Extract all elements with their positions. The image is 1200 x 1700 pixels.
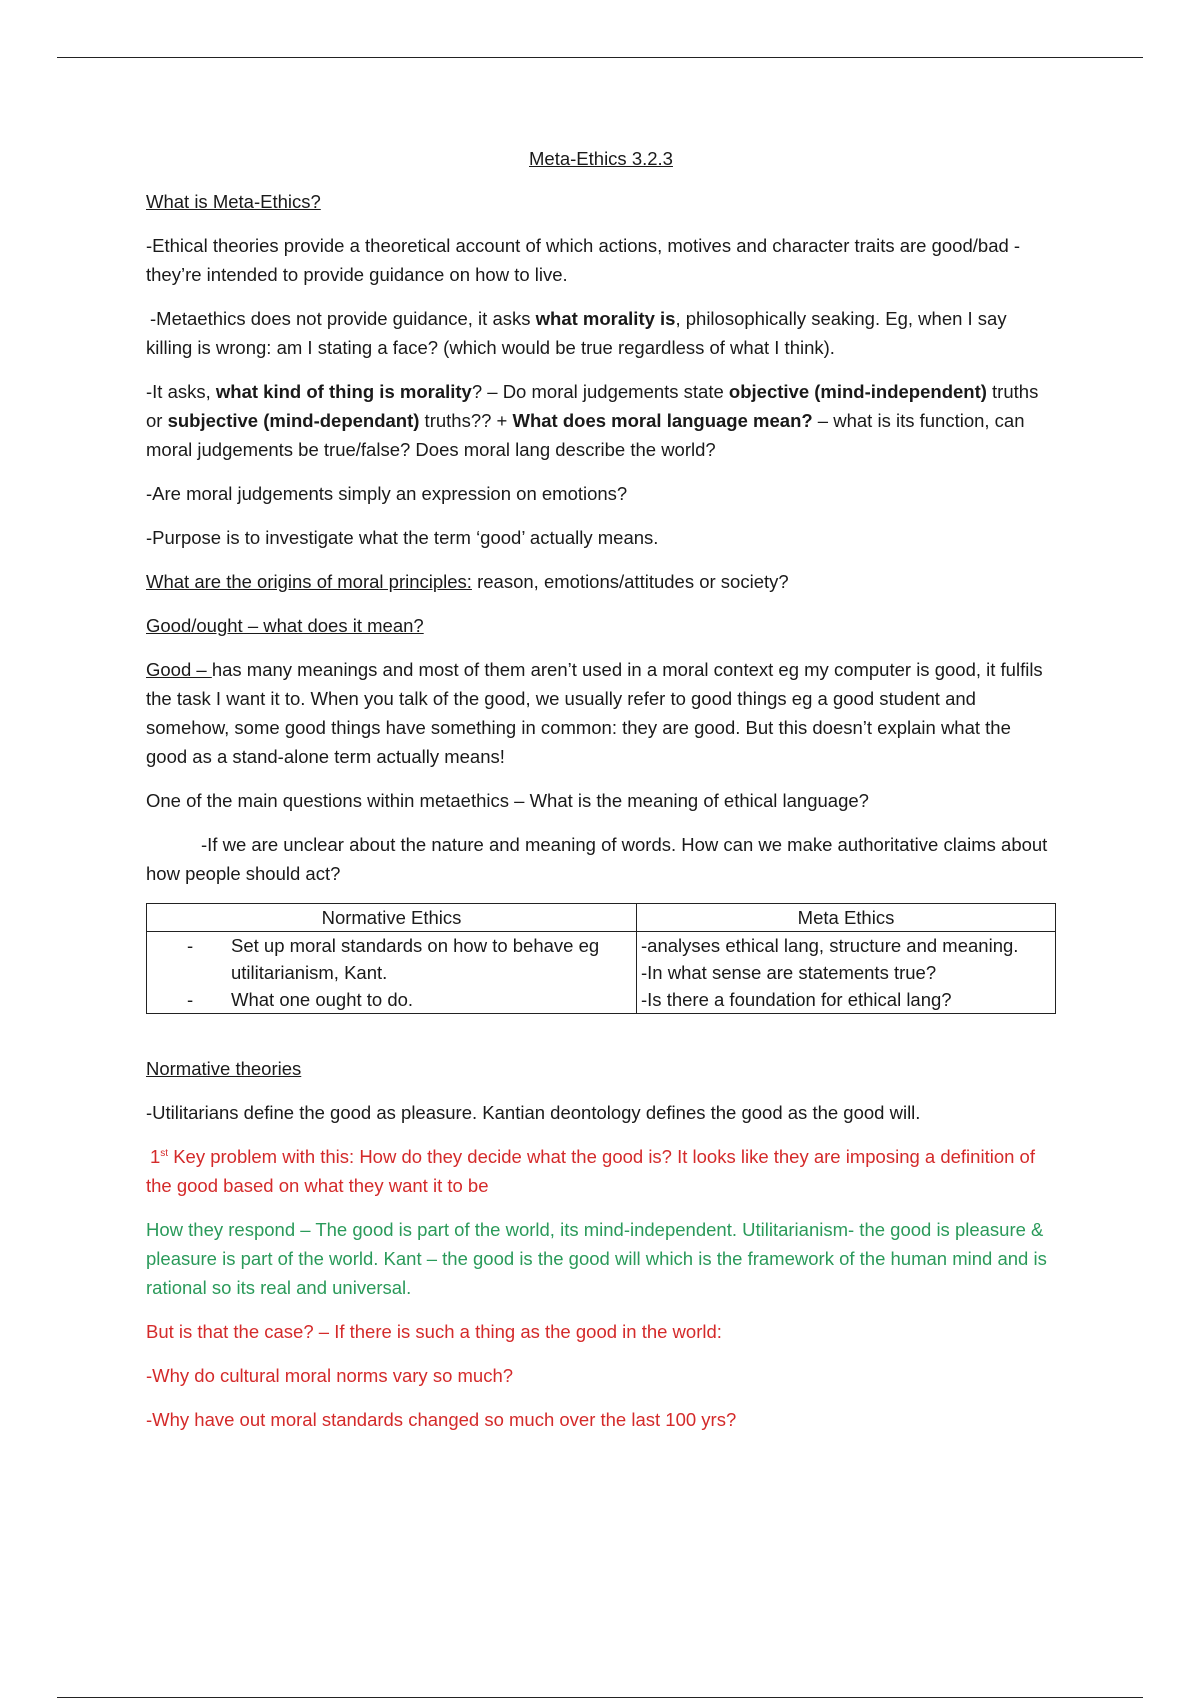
paragraph-is-that-the-case: But is that the case? – If there is such a thing as the good in the world: [146,1321,722,1342]
table-cell-meta [637,932,1056,1014]
section-heading-meta-ethics: What is Meta-Ethics? [146,191,321,212]
section-heading-normative-theories: Normative theories [146,1058,302,1079]
table-header-normative: Normative Ethics [147,904,637,932]
paragraph-good-meanings: Good – has many meanings and most of them aren’t used in a moral context eg my computer is good, it fulfils the task I want it to. When you talk of the good, we usually refer to good things eg a good student and somehow, some good things have something in common: they are good. But this doesn’t explain what the good as a stand-alone term actually means! [146,659,1043,767]
list-item: -analyses ethical lang, structure and meaning. [641,935,1019,956]
paragraph-key-problem: 1st Key problem with this: How do they decide what the good is? It looks like they are imposing a definition of the good based on what they want it to be [146,1146,1035,1196]
page-title: Meta-Ethics 3.2.3 [529,148,673,169]
paragraph-origins: What are the origins of moral principles: reason, emotions/attitudes or society? [146,571,789,592]
paragraph-unclear-words: -If we are unclear about the nature and meaning of words. How can we make authoritative claims about how people should act? [146,834,1048,884]
paragraph-metaethics-guidance: -Metaethics does not provide guidance, it asks what morality is, philosophically seaking. Eg, when I say killing is wrong: am I stating a face? (which would be true regardless of what I think). [146,308,1007,358]
section-heading-good-ought: Good/ought – what does it mean? [146,615,424,636]
table-cell-normative [147,932,637,1014]
list-item: -In what sense are statements true? [641,962,937,983]
paragraph-utilitarians: -Utilitarians define the good as pleasure. Kantian deontology defines the good as the good will. [146,1102,921,1123]
comparison-table [146,903,1056,1014]
paragraph-cultural-norms: -Why do cultural moral norms vary so much? [146,1365,514,1386]
bottom-rule [57,1697,1143,1698]
top-rule [57,57,1143,58]
document-body [146,144,1056,1449]
list-item: - What one ought to do. [187,989,414,1010]
paragraph-purpose: -Purpose is to investigate what the term ‘good’ actually means. [146,527,659,548]
paragraph-what-kind-of-thing: -It asks, what kind of thing is morality? – Do moral judgements state objective (mind-independent) truths or subjective (mind-dependant) truths?? + What does moral language mean? – what is its function, can moral judgements be true/false? Does moral lang describe the world? [146,381,1039,460]
table-header-meta: Meta Ethics [637,904,1056,932]
paragraph-standards-changed: -Why have out moral standards changed so much over the last 100 yrs? [146,1409,737,1430]
paragraph-main-question: One of the main questions within metaethics – What is the meaning of ethical language? [146,790,869,811]
paragraph-emotions: -Are moral judgements simply an expression on emotions? [146,483,628,504]
list-item: -Is there a foundation for ethical lang? [641,989,952,1010]
list-item: - Set up moral standards on how to behave eg utilitarianism, Kant. [187,935,600,983]
paragraph-response: How they respond – The good is part of the world, its mind-independent. Utilitarianism- the good is pleasure & pleasure is part of the world. Kant – the good is the good will which is the framework of the human mind and is rational so its real and universal. [146,1219,1047,1298]
paragraph-ethical-theories: -Ethical theories provide a theoretical account of which actions, motives and character traits are good/bad - they’re intended to provide guidance on how to live. [146,235,1021,285]
